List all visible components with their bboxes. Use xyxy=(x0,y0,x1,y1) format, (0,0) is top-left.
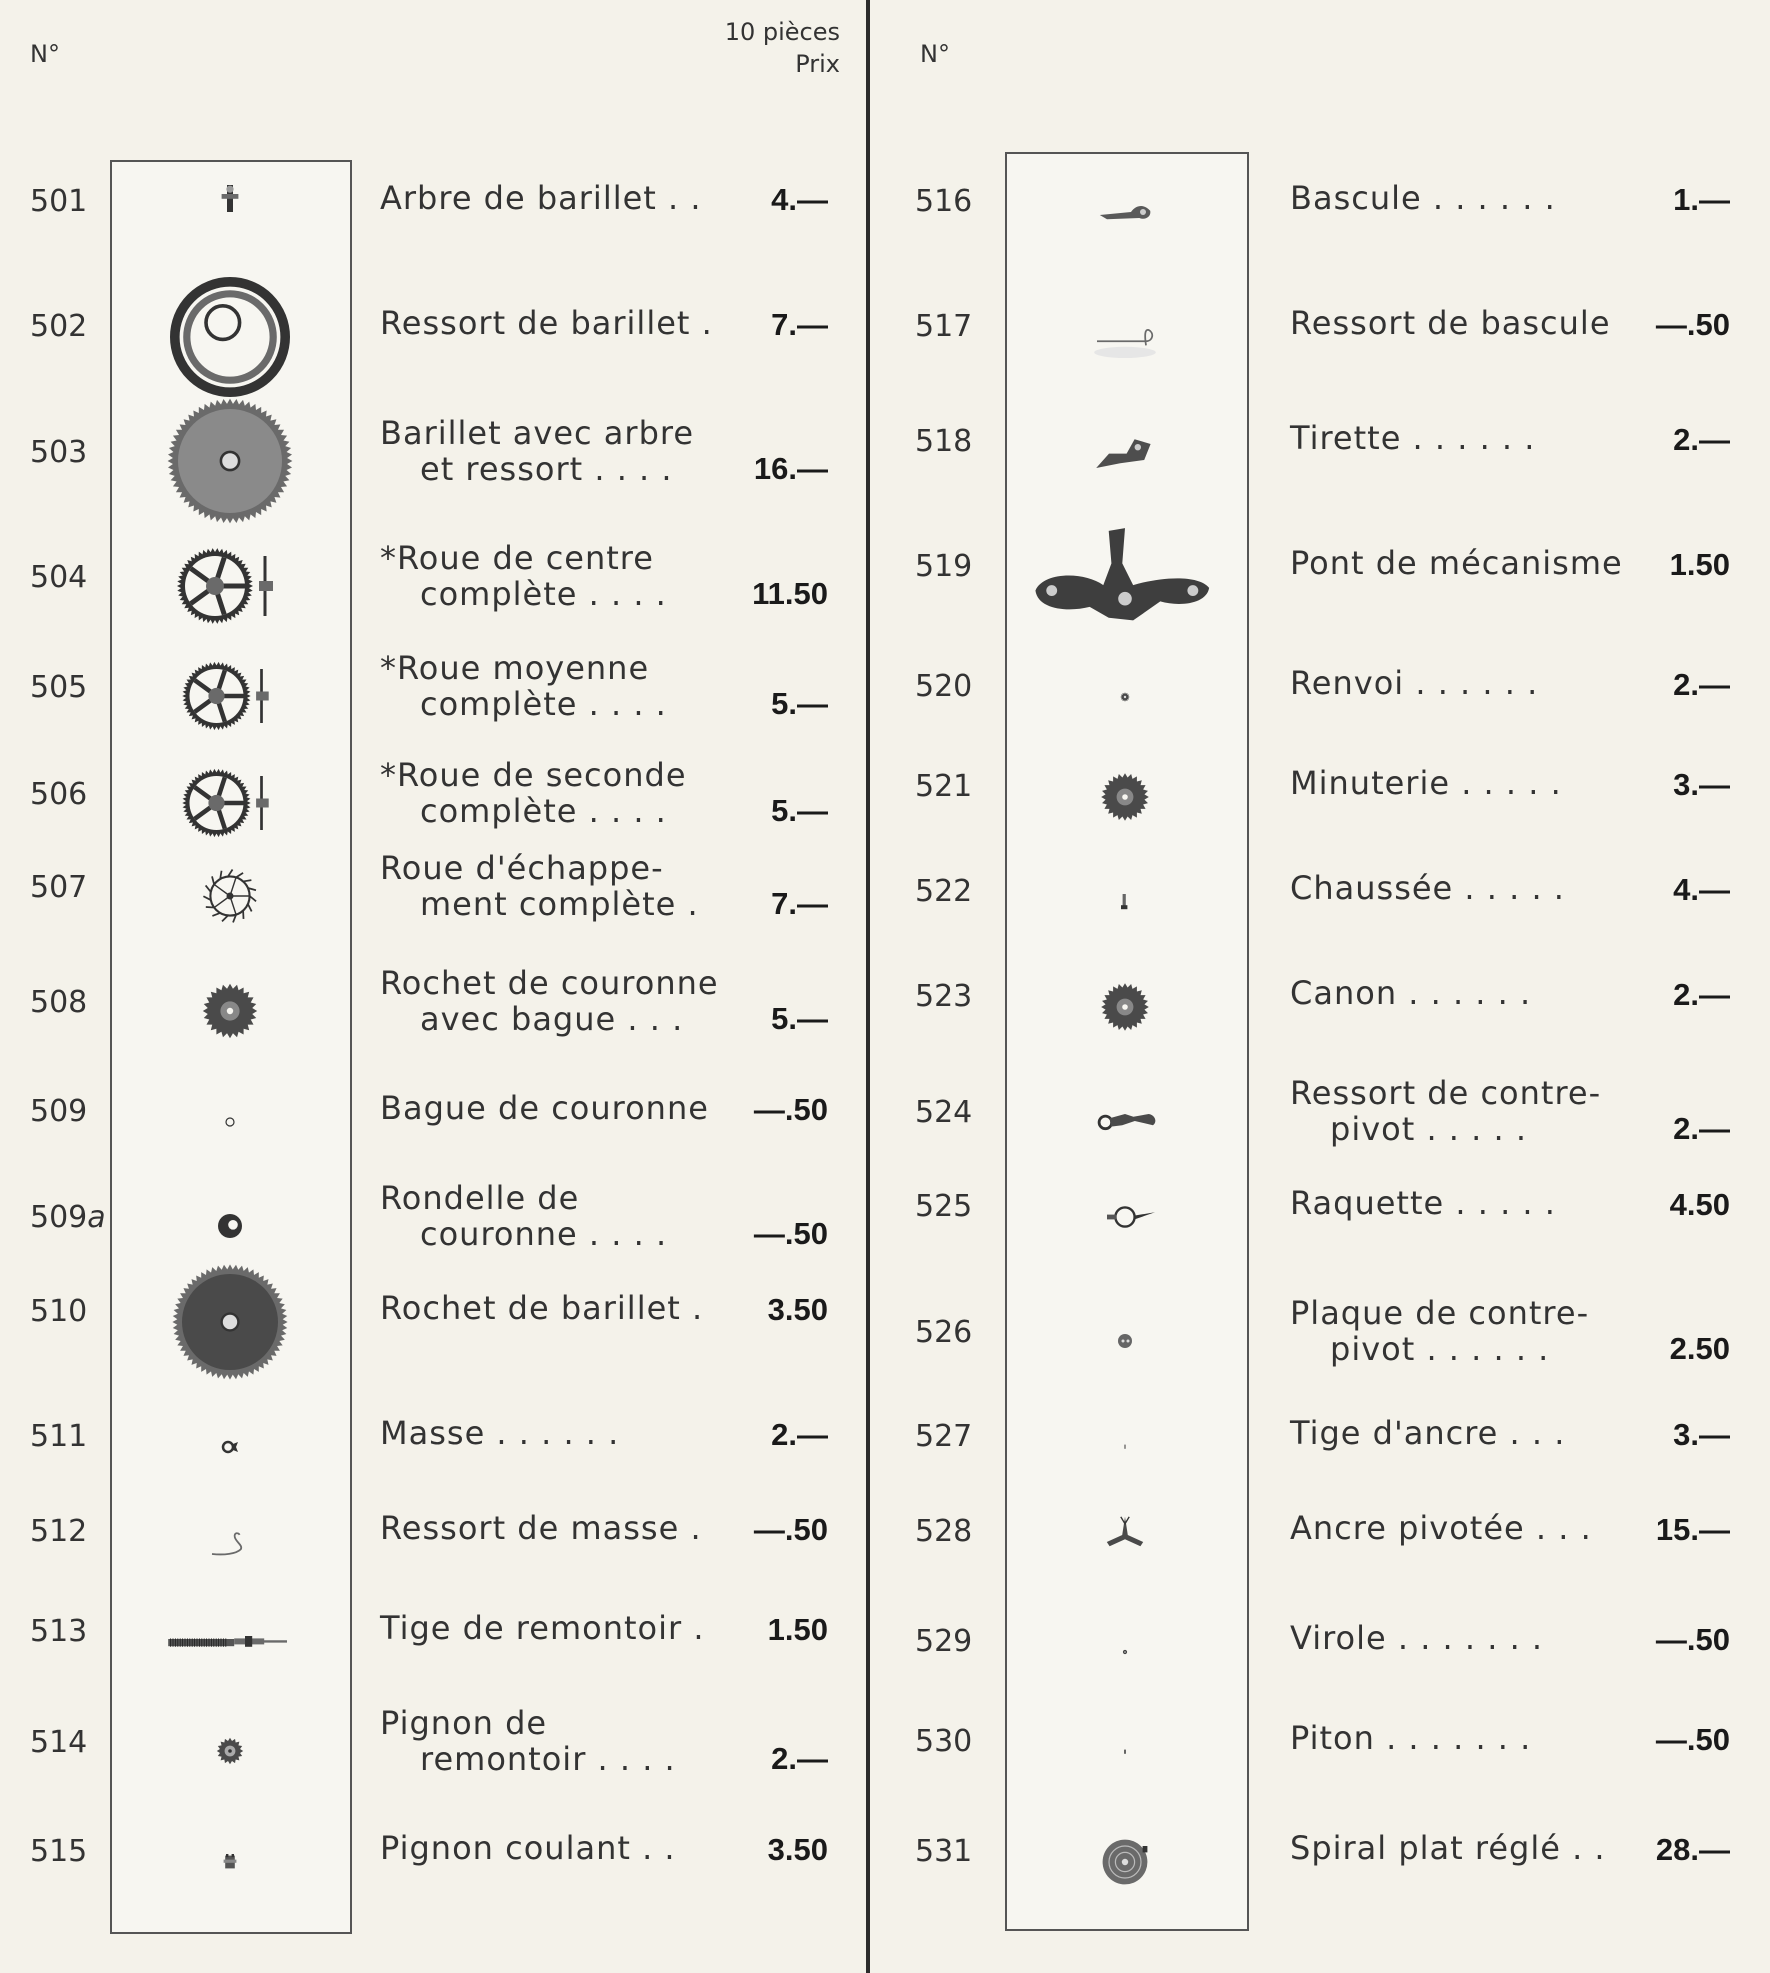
part-number xyxy=(30,1094,87,1129)
part-number xyxy=(915,874,972,909)
part-number-value: 511 xyxy=(30,1419,88,1454)
part-number xyxy=(30,870,87,905)
part-number-suffix: a xyxy=(87,1200,106,1235)
third-wheel-icon xyxy=(155,651,305,741)
part-name xyxy=(1290,1830,1606,1866)
part-number-value: 521 xyxy=(915,769,973,804)
part-name xyxy=(380,1290,703,1326)
part-price: 2.— xyxy=(1673,667,1730,702)
part-number xyxy=(915,1095,972,1130)
part-name-line2: remontoir . . . . xyxy=(420,1740,676,1778)
part-number xyxy=(30,560,87,595)
part-name-line1: Piton . . . . . . . xyxy=(1290,1719,1532,1757)
part-name-line1: Bascule . . . . . . xyxy=(1290,179,1556,217)
part-number xyxy=(915,1315,972,1350)
part-name-line1: *Roue de centre xyxy=(380,539,654,577)
part-number-value: 513 xyxy=(30,1614,88,1649)
part-price: —.50 xyxy=(1655,1622,1730,1657)
part-name xyxy=(380,1610,704,1646)
part-price: 7.— xyxy=(771,886,828,921)
part-name-line1: Ancre pivotée . . . xyxy=(1290,1509,1592,1547)
part-number xyxy=(30,1614,87,1649)
part-number-value: 525 xyxy=(915,1189,973,1224)
part-number xyxy=(30,777,87,812)
cannon-pinion-icon xyxy=(1105,872,1145,932)
hairspring-icon xyxy=(1085,1822,1165,1902)
part-number-value: 516 xyxy=(915,184,973,219)
part-name-line1: Roue d'échappe- xyxy=(380,849,664,887)
part-price: 2.— xyxy=(771,1741,828,1776)
part-name-line1: Masse . . . . . . xyxy=(380,1414,620,1452)
part-price: —.50 xyxy=(753,1216,828,1251)
part-name-line1: Arbre de barillet . . xyxy=(380,179,702,217)
part-name xyxy=(1290,545,1623,581)
minute-wheel-icon xyxy=(1090,762,1160,832)
part-price: 3.— xyxy=(1673,1417,1730,1452)
part-name-line1: Spiral plat réglé . . xyxy=(1290,1829,1606,1867)
part-number-value: 503 xyxy=(30,435,88,470)
part-name xyxy=(380,180,702,216)
part-name-line1: Minuterie . . . . . xyxy=(1290,764,1562,802)
part-price: 5.— xyxy=(771,1001,828,1036)
part-name-line1: Tirette . . . . . . xyxy=(1290,419,1536,457)
part-name-line2: et ressort . . . . xyxy=(420,450,673,488)
part-number-value: 517 xyxy=(915,309,973,344)
column-header-no: N° xyxy=(920,40,950,68)
part-number xyxy=(30,985,87,1020)
part-name xyxy=(1290,1510,1592,1546)
part-name-line1: Bague de couronne xyxy=(380,1089,709,1127)
part-name-line1: Pont de mécanisme xyxy=(1290,544,1623,582)
part-price: 28.— xyxy=(1655,1832,1730,1867)
part-name xyxy=(380,305,713,341)
crown-ring-icon xyxy=(210,1102,250,1142)
column-divider xyxy=(866,0,870,1973)
regulator-icon xyxy=(1070,1187,1180,1247)
left-column xyxy=(0,0,868,1973)
pallet-fork-icon xyxy=(1090,1507,1160,1577)
part-price: 2.50 xyxy=(1669,1331,1730,1366)
hour-wheel-icon xyxy=(1090,972,1160,1042)
part-name xyxy=(380,415,694,487)
center-wheel-icon xyxy=(140,536,320,636)
part-price: 5.— xyxy=(771,793,828,828)
column-header-no: N° xyxy=(30,40,60,68)
part-name xyxy=(380,965,719,1037)
part-number xyxy=(915,549,972,584)
part-name xyxy=(380,1510,702,1546)
winding-stem-icon xyxy=(125,1612,335,1672)
seconds-wheel-icon xyxy=(155,758,305,848)
part-number-value: 507 xyxy=(30,870,88,905)
part-number xyxy=(915,769,972,804)
part-number-value: 522 xyxy=(915,874,973,909)
pallet-staff-icon xyxy=(1110,1427,1140,1467)
barrel-arbor-icon xyxy=(200,177,260,247)
part-number xyxy=(915,184,972,219)
part-number-value: 514 xyxy=(30,1725,88,1760)
part-name xyxy=(380,1830,676,1866)
part-price: 2.— xyxy=(1673,422,1730,457)
part-name xyxy=(1290,1720,1531,1756)
part-price: 3.50 xyxy=(767,1832,828,1867)
part-number-value: 520 xyxy=(915,669,973,704)
part-number xyxy=(915,669,972,704)
part-number-value: 519 xyxy=(915,549,973,584)
part-number-value: 515 xyxy=(30,1834,88,1869)
price-header-line2: Prix xyxy=(795,50,840,78)
part-name-line1: Raquette . . . . . xyxy=(1290,1184,1556,1222)
part-number xyxy=(915,979,972,1014)
part-number-value: 527 xyxy=(915,1419,973,1454)
part-name xyxy=(1290,1620,1543,1656)
part-number-value: 502 xyxy=(30,309,88,344)
part-name-line2: pivot . . . . . . xyxy=(1330,1330,1550,1368)
part-name xyxy=(1290,420,1535,456)
part-price: 1.50 xyxy=(767,1612,828,1647)
part-number-value: 512 xyxy=(30,1514,88,1549)
part-number xyxy=(30,435,87,470)
part-number xyxy=(30,1834,87,1869)
part-price: 2.— xyxy=(1673,1111,1730,1146)
part-name xyxy=(1290,1295,1589,1367)
part-number xyxy=(30,1419,87,1454)
yoke-spring-icon xyxy=(1070,302,1180,372)
price-header-line1: 10 pièces xyxy=(724,18,840,46)
part-name-line2: complète . . . . xyxy=(420,685,667,723)
part-name-line1: Rondelle de xyxy=(380,1179,580,1217)
part-price: 15.— xyxy=(1655,1512,1730,1547)
part-number-value: 529 xyxy=(915,1624,973,1659)
part-price: 16.— xyxy=(753,451,828,486)
part-price: 7.— xyxy=(771,307,828,342)
part-number-value: 509 xyxy=(30,1094,88,1129)
part-name-line1: *Roue moyenne xyxy=(380,649,650,687)
part-price: 1.— xyxy=(1673,182,1730,217)
part-number xyxy=(30,1514,87,1549)
part-number xyxy=(915,1624,972,1659)
part-name xyxy=(1290,975,1531,1011)
mechanism-bridge-icon xyxy=(1030,522,1220,632)
part-number xyxy=(915,1514,972,1549)
endstone-plate-icon xyxy=(1100,1316,1150,1366)
part-name xyxy=(1290,870,1565,906)
part-name xyxy=(1290,665,1538,701)
part-number-value: 531 xyxy=(915,1834,973,1869)
part-number-value: 509 xyxy=(30,1200,88,1235)
right-column xyxy=(880,0,1770,1973)
part-name xyxy=(380,1180,667,1252)
part-price: 4.— xyxy=(771,182,828,217)
part-number-value: 508 xyxy=(30,985,88,1020)
part-number xyxy=(915,309,972,344)
part-name xyxy=(380,757,687,829)
part-price: —.50 xyxy=(753,1092,828,1127)
part-price: 2.— xyxy=(1673,977,1730,1012)
part-name-line2: couronne . . . . xyxy=(420,1215,668,1253)
part-name xyxy=(380,650,667,722)
part-name xyxy=(1290,1075,1601,1147)
part-name xyxy=(1290,305,1611,341)
crown-washer-icon xyxy=(200,1196,260,1256)
part-name xyxy=(380,1415,619,1451)
part-number-value: 526 xyxy=(915,1315,973,1350)
part-name-line1: Renvoi . . . . . . xyxy=(1290,664,1539,702)
part-number-value: 524 xyxy=(915,1095,973,1130)
part-name-line1: Chaussée . . . . . xyxy=(1290,869,1565,907)
part-number xyxy=(915,424,972,459)
part-price: 4.50 xyxy=(1669,1187,1730,1222)
part-name xyxy=(380,1705,676,1777)
part-name-line1: Ressort de masse . xyxy=(380,1509,702,1547)
part-price: 1.50 xyxy=(1669,547,1730,582)
barrel-icon xyxy=(165,396,295,526)
mainspring-icon xyxy=(170,277,290,397)
part-number-value: 505 xyxy=(30,670,88,705)
part-name-line1: Rochet de barillet . xyxy=(380,1289,704,1327)
mass-icon xyxy=(205,1422,255,1472)
part-name-line2: complète . . . . xyxy=(420,575,667,613)
part-name-line1: Ressort de barillet . xyxy=(380,304,713,342)
part-price: —.50 xyxy=(753,1512,828,1547)
part-name xyxy=(380,850,699,922)
part-name-line1: Pignon de xyxy=(380,1704,548,1742)
part-name xyxy=(380,540,667,612)
setting-lever-icon xyxy=(1080,412,1170,492)
collet-icon xyxy=(1110,1637,1140,1667)
part-number xyxy=(30,1725,87,1760)
part-name-line1: Rochet de couronne xyxy=(380,964,719,1002)
part-name-line2: pivot . . . . . xyxy=(1330,1110,1527,1148)
part-number xyxy=(915,1834,972,1869)
part-number xyxy=(915,1724,972,1759)
part-number-value: 523 xyxy=(915,979,973,1014)
part-number xyxy=(30,670,87,705)
part-name-line2: ment complète . xyxy=(420,885,699,923)
part-number xyxy=(915,1189,972,1224)
part-price: 4.— xyxy=(1673,872,1730,907)
ratchet-wheel-icon xyxy=(170,1262,290,1382)
part-number-value: 506 xyxy=(30,777,88,812)
part-name-line1: *Roue de seconde xyxy=(380,756,687,794)
part-name-line1: Pignon coulant . . xyxy=(380,1829,676,1867)
part-name-line2: complète . . . . xyxy=(420,792,667,830)
part-number-value: 528 xyxy=(915,1514,973,1549)
stud-icon xyxy=(1110,1732,1140,1772)
part-number-value: 510 xyxy=(30,1294,88,1329)
part-number xyxy=(915,1419,972,1454)
part-name-line1: Tige d'ancre . . . xyxy=(1290,1414,1566,1452)
part-number xyxy=(30,1294,87,1329)
part-number xyxy=(30,309,87,344)
part-name-line1: Ressort de bascule xyxy=(1290,304,1611,342)
endstone-spring-icon xyxy=(1065,1086,1185,1156)
part-name xyxy=(1290,1415,1565,1451)
part-price: 3.50 xyxy=(767,1292,828,1327)
part-price: 5.— xyxy=(771,686,828,721)
part-name xyxy=(1290,180,1556,216)
setting-wheel-icon xyxy=(1105,677,1145,717)
yoke-icon xyxy=(1070,182,1180,242)
part-price: —.50 xyxy=(1655,307,1730,342)
escape-wheel-icon xyxy=(195,861,265,931)
winding-pinion-icon xyxy=(200,1721,260,1781)
column-header-price xyxy=(725,16,840,80)
part-name-line1: Plaque de contre- xyxy=(1290,1294,1590,1332)
part-price: 2.— xyxy=(771,1417,828,1452)
part-name-line1: Barillet avec arbre xyxy=(380,414,695,452)
part-name-line1: Virole . . . . . . . xyxy=(1290,1619,1544,1657)
crown-wheel-icon xyxy=(190,971,270,1051)
part-price: 11.50 xyxy=(752,576,828,611)
part-name xyxy=(1290,765,1562,801)
part-number-value: 518 xyxy=(915,424,973,459)
part-number-value: 530 xyxy=(915,1724,973,1759)
part-name-line2: avec bague . . . xyxy=(420,1000,684,1038)
part-number-value: 504 xyxy=(30,560,88,595)
clutch-pinion-icon xyxy=(210,1842,250,1882)
part-name xyxy=(1290,1185,1556,1221)
part-name-line1: Ressort de contre- xyxy=(1290,1074,1602,1112)
part-number-value: 501 xyxy=(30,184,88,219)
part-name-line1: Tige de remontoir . xyxy=(380,1609,705,1647)
part-name-line1: Canon . . . . . . xyxy=(1290,974,1532,1012)
part-price: 3.— xyxy=(1673,767,1730,802)
mass-spring-icon xyxy=(195,1512,265,1572)
part-number xyxy=(30,184,87,219)
part-number xyxy=(30,1200,106,1235)
part-name xyxy=(380,1090,709,1126)
part-price: —.50 xyxy=(1655,1722,1730,1757)
